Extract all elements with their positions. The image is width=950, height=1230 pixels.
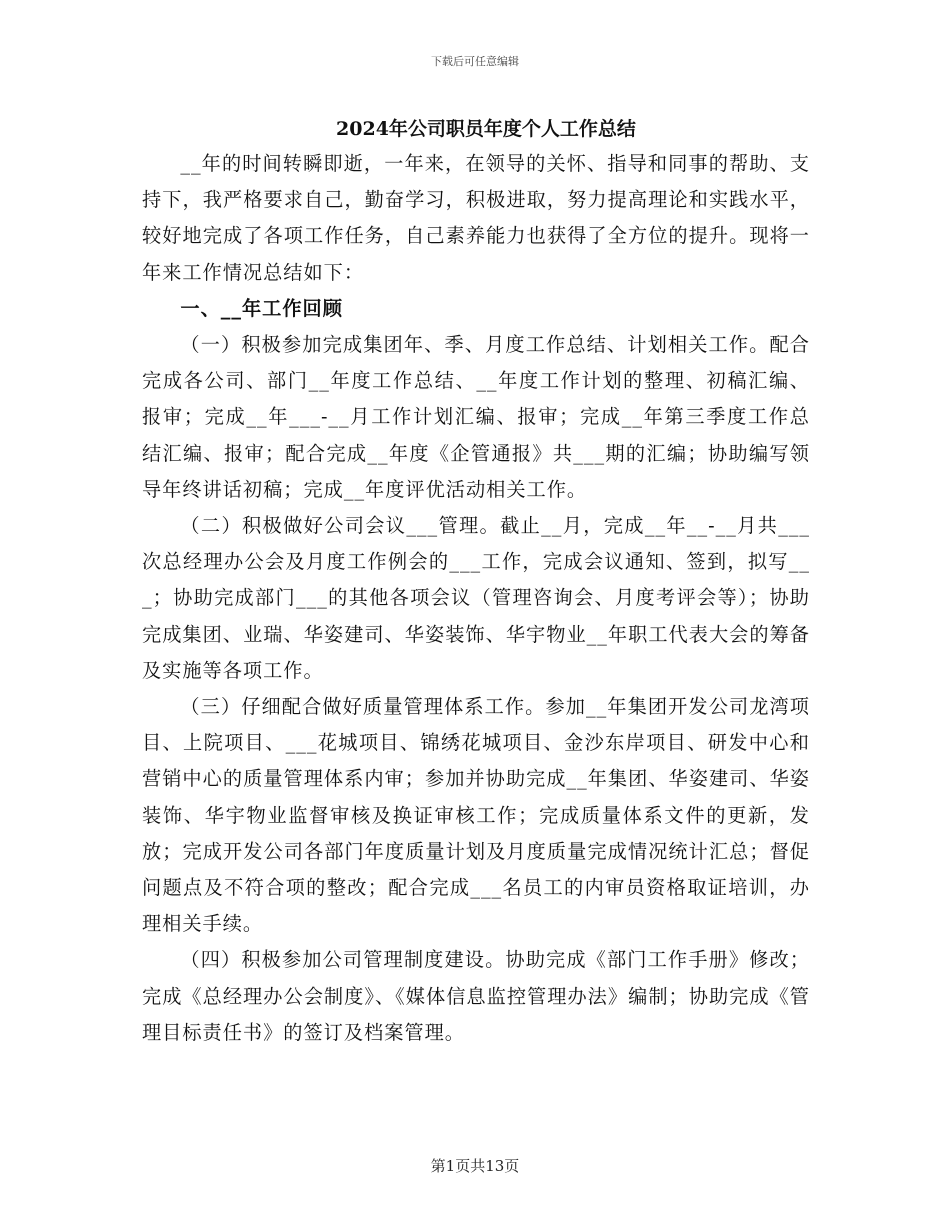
paragraph-2: （二）积极做好公司会议___管理。截止__月，完成__年__-__月共___次总经理办公会及月度工作例会的___工作，完成会议通知、签到，拟写___；协助完成部门___的其他各项会议（管理咨询会、月度考评会等）；协助完成集团、业瑞、华姿建司、华姿装饰、华宇物业__年职工代表大会的筹备及实施等各项工作。 — [142, 514, 810, 682]
section-heading: 一、__年工作回顾 — [180, 296, 343, 320]
intro-paragraph: __年的时间转瞬即逝，一年来，在领导的关怀、指导和同事的帮助、支持下，我严格要求自己，勤奋学习，积极进取，努力提高理论和实践水平，较好地完成了各项工作任务，自己素养能力也获得了全方位的提升。现将一年来工作情况总结如下： — [142, 152, 810, 284]
paragraph-1: （一）积极参加完成集团年、季、月度工作总结、计划相关工作。配合完成各公司、部门__年度工作总结、__年度工作计划的整理、初稿汇编、报审；完成__年___-__月工作计划汇编、报审；完成__年第三季度工作总结汇编、报审；配合完成__年度《企管通报》共___期的汇编；协助编写领导年终讲话初稿；完成__年度评优活动相关工作。 — [142, 333, 810, 501]
page-footer: 第1页共13页 — [430, 1157, 520, 1175]
paragraph-4: （四）积极参加公司管理制度建设。协助完成《部门工作手册》修改；完成《总经理办公会制度》、《媒体信息监控管理办法》编制；协助完成《管理目标责任书》的签订及档案管理。 — [142, 948, 810, 1044]
document-title: 2024年公司职员年度个人工作总结 — [336, 118, 636, 140]
document-body — [142, 112, 810, 1051]
header-note: 下载后可任意编辑 — [431, 55, 519, 68]
paragraph-3: （三）仔细配合做好质量管理体系工作。参加__年集团开发公司龙湾项目、上院项目、___花城项目、锦绣花城项目、金沙东岸项目、研发中心和营销中心的质量管理体系内审；参加并协助完成__年集团、华姿建司、华姿装饰、华宇物业监督审核及换证审核工作；完成质量体系文件的更新，发放；完成开发公司各部门年度质量计划及月度质量完成情况统计汇总；督促问题点及不符合项的整改；配合完成___名员工的内审员资格取证培训，办理相关手续。 — [142, 695, 810, 936]
